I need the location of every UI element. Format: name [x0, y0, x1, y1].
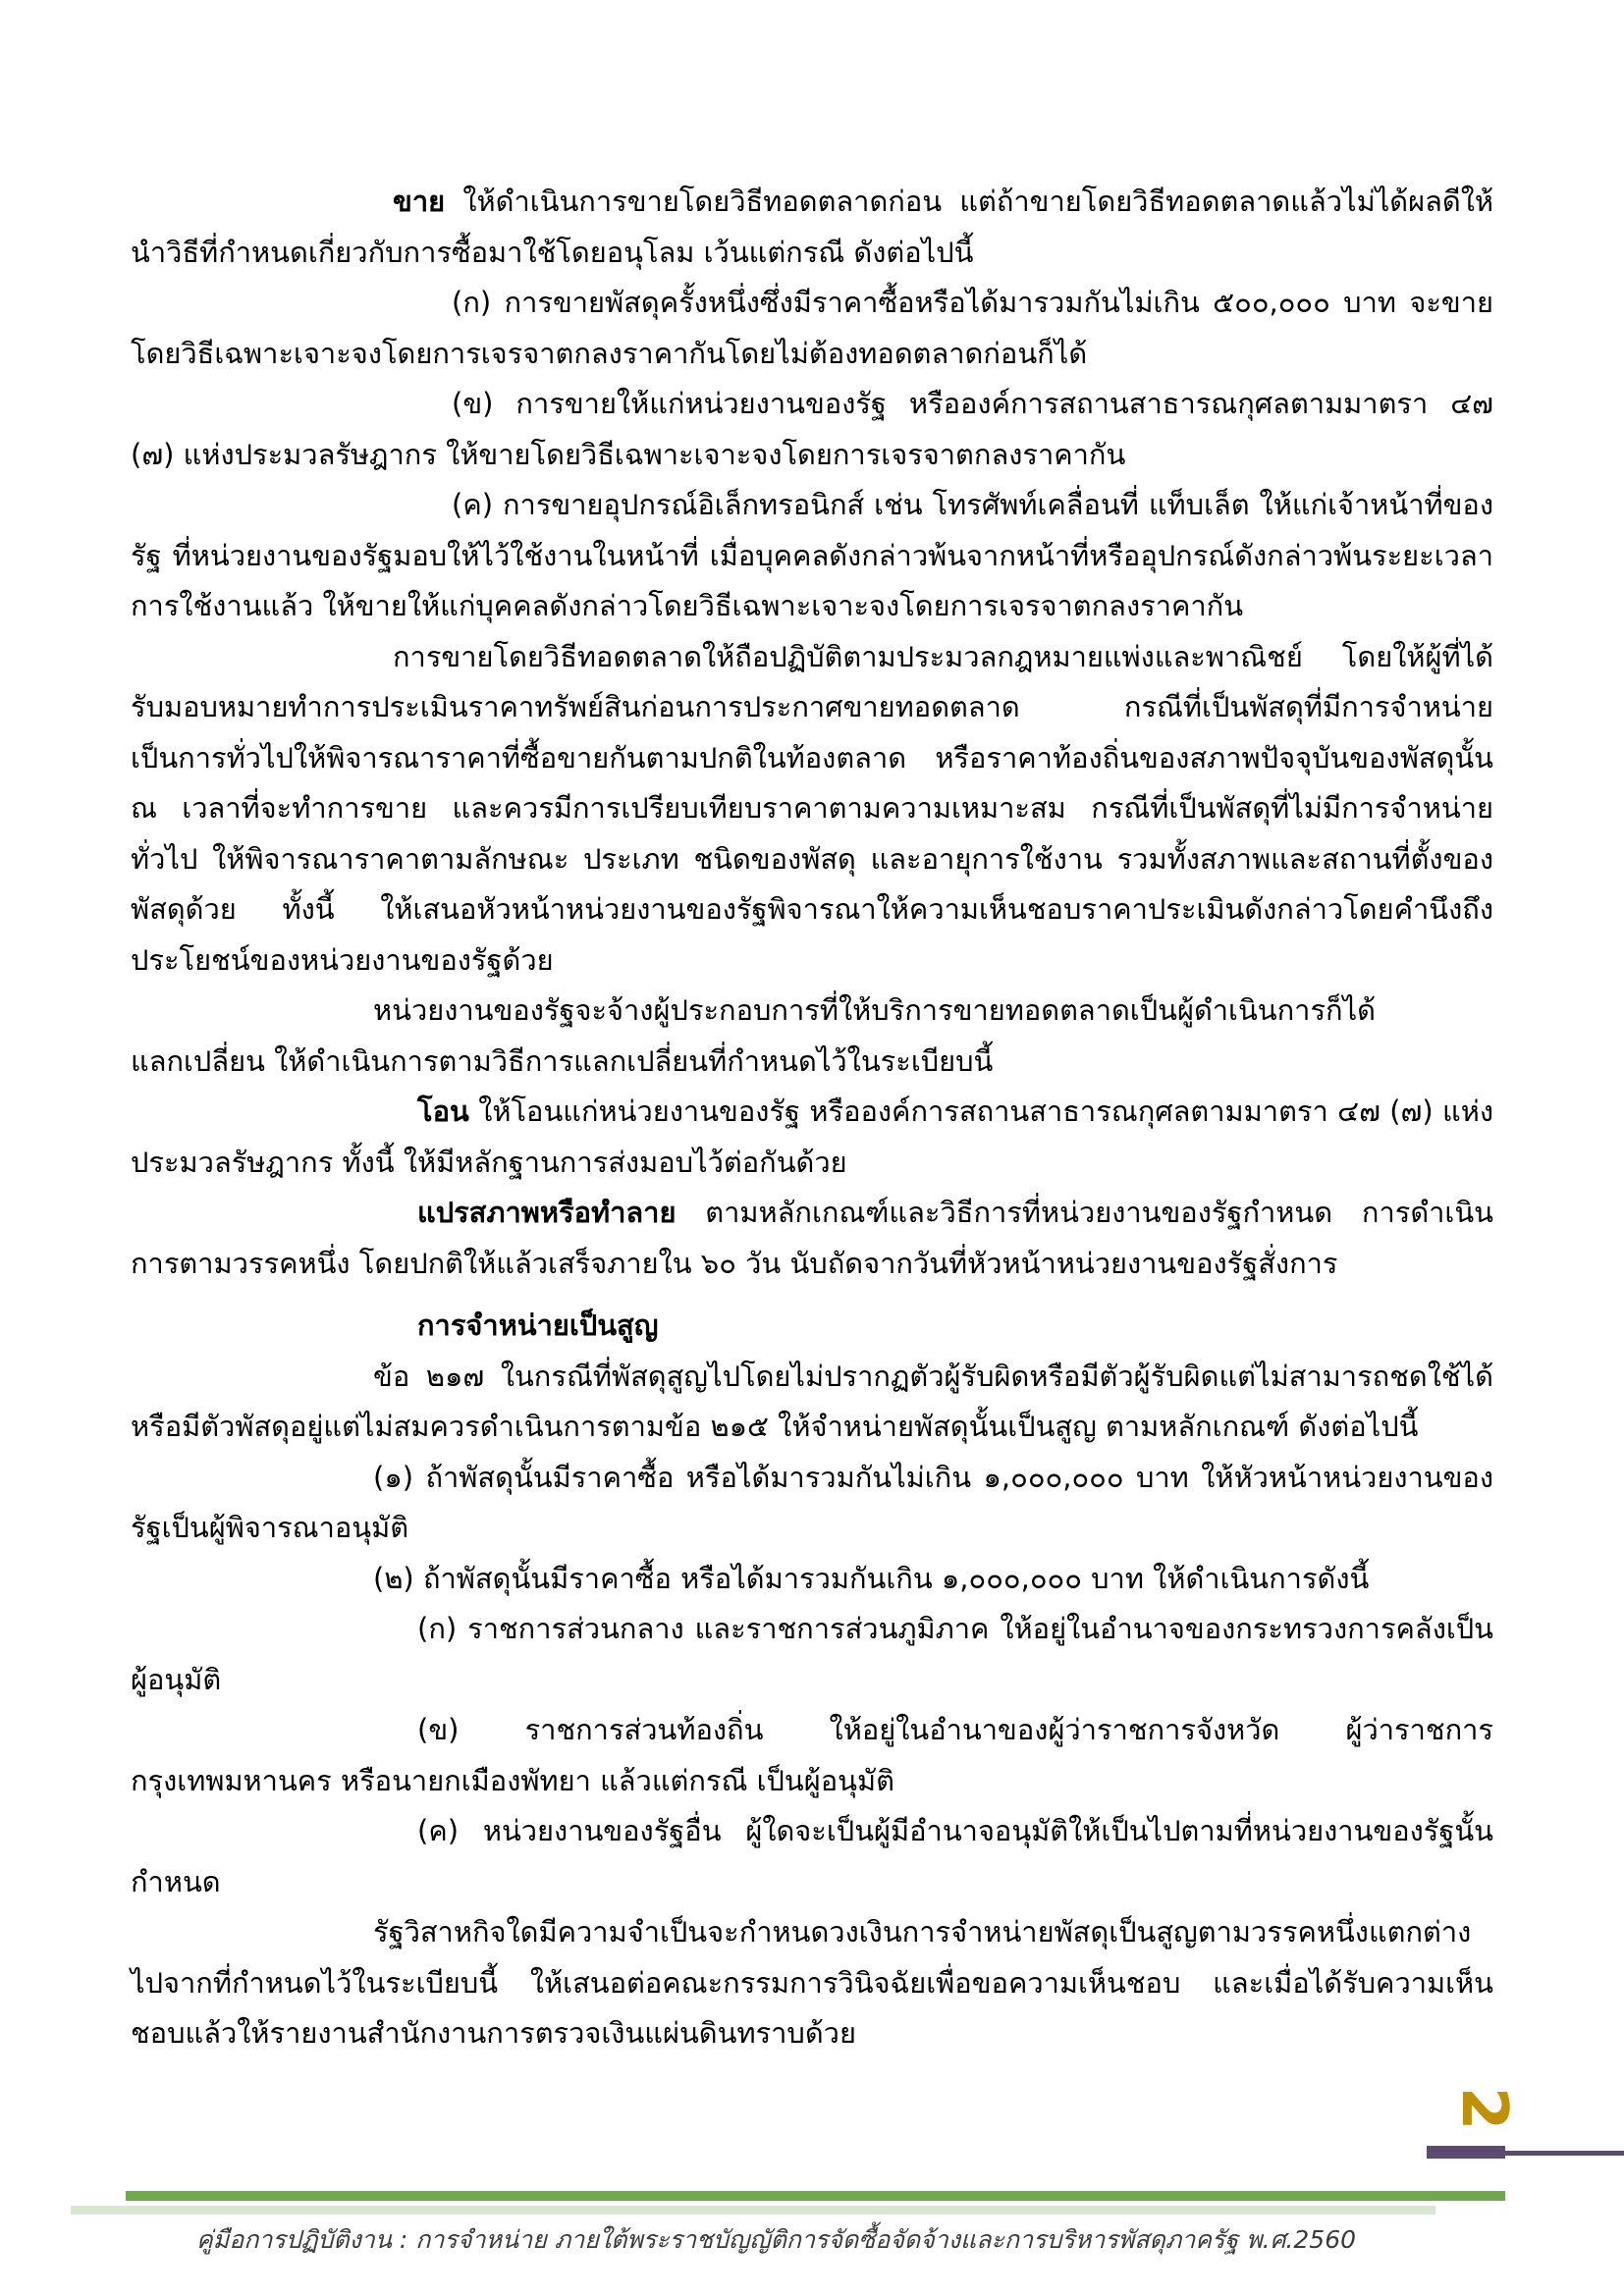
footer-text: คู่มือการปฏิบัติงาน : การจำหน่าย ภายใต้พระราชบัญญัติการจัดซื้อจัดจ้างและการบริหารพัสดุภาครัฐ พ.ศ.2560	[196, 2225, 1357, 2254]
purple-divider-thick	[1427, 2146, 1505, 2159]
paragraph-auction-contractor	[131, 986, 1493, 1037]
paragraph-text: แลกเปลี่ยน ให้ดำเนินการตามวิธีการแลกเปลี่ยนที่กำหนดไว้ในระเบียบนี้	[131, 1043, 994, 1078]
section-heading: การจำหน่ายเป็นสูญ	[417, 1308, 659, 1342]
paragraph-text: การขายโดยวิธีทอดตลาดให้ถือปฏิบัติตามประมวลกฎหมายแพ่งและพาณิชย์ โดยให้ผู้ที่ได้รับมอบหมายทำการประเมินราคาทรัพย์สินก่อนการประกาศขายทอดตลาด กรณีที่เป็นพัสดุที่มีการจำหน่ายเป็นการทั่วไปให้พิจารณาราคาที่ซื้อขายกันตามปกติในท้องตลาด หรือราคาท้องถิ่นของสภาพปัจจุบันของพัสดุนั้น ณ เวลาที่จะทำการขาย และควรมีการเปรียบเทียบราคาตามความเหมาะสม กรณีที่เป็นพัสดุที่ไม่มีการจำหน่ายทั่วไป ให้พิจารณาราคาตามลักษณะ ประเภท ชนิดของพัสดุ และอายุการใช้งาน รวมทั้งสภาพและสถานที่ตั้งของพัสดุด้วย ทั้งนี้ ให้เสนอหัวหน้าหน่วยงานของรัฐพิจารณาให้ความเห็นชอบราคาประเมินดังกล่าวโดยคำนึงถึงประโยชน์ของหน่วยงานของรัฐด้วย	[131, 639, 1493, 977]
paragraph-item-2-sub-a	[131, 1604, 1493, 1705]
footer-divider-light-green	[71, 2206, 1435, 2215]
paragraph-text: (ค) หน่วยงานของรัฐอื่น ผู้ใดจะเป็นผู้มีอำนาจอนุมัติให้เป็นไปตามที่หน่วยงานของรัฐนั้นกำหนด	[131, 1814, 1493, 1898]
page-number: 2	[1447, 2086, 1520, 2131]
paragraph-convert-destroy	[131, 1188, 1493, 1289]
paragraph-item-2-sub-c	[131, 1806, 1493, 1907]
document-body	[131, 177, 1493, 2059]
purple-divider-thin	[1505, 2151, 1624, 2156]
paragraph-sale	[131, 177, 1493, 278]
paragraph-clause-217-item-1	[131, 1453, 1493, 1554]
paragraph-text: ให้ดำเนินการขายโดยวิธีทอดตลาดก่อน แต่ถ้าขายโดยวิธีทอดตลาดแล้วไม่ได้ผลดีให้นำวิธีที่กำหนดเกี่ยวกับการซื้อมาใช้โดยอนุโลม เว้นแต่กรณี ดังต่อไปนี้	[131, 185, 1493, 269]
paragraph-text: ตามหลักเกณฑ์และวิธีการที่หน่วยงานของรัฐกำหนด การดำเนินการตามวรรคหนึ่ง โดยปกติให้แล้วเสร็จภายใน ๖๐ วัน นับถัดจากวันที่หัวหน้าหน่วยงานของรัฐสั่งการ	[131, 1196, 1493, 1280]
paragraph-text: (ค) การขายอุปกรณ์อิเล็กทรอนิกส์ เช่น โทรศัพท์เคลื่อนที่ แท็บเล็ต ให้แก่เจ้าหน้าที่ของรัฐ ที่หน่วยงานของรัฐมอบให้ไว้ใช้งานในหน้าที่ เมื่อบุคคลดังกล่าวพ้นจากหน้าที่หรืออุปกรณ์ดังกล่าวพ้นระยะเวลาการใช้งานแล้ว ให้ขายให้แก่บุคคลดังกล่าวโดยวิธีเฉพาะเจาะจงโดยการเจรจาตกลงราคากัน	[131, 488, 1493, 622]
paragraph-exchange	[131, 1037, 1493, 1088]
paragraph-text: หน่วยงานของรัฐจะจ้างผู้ประกอบการที่ให้บริการขายทอดตลาดเป็นผู้ดำเนินการก็ได้	[373, 993, 1377, 1027]
paragraph-text: ให้โอนแก่หน่วยงานของรัฐ หรือองค์การสถานสาธารณกุศลตามมาตรา ๔๗ (๗) แห่งประมวลรัษฎากร ทั้งนี้ ให้มีหลักฐานการส่งมอบไว้ต่อกันด้วย	[131, 1095, 1494, 1179]
paragraph-auction-procedure	[131, 632, 1493, 987]
paragraph-text: (๒) ถ้าพัสดุนั้นมีราคาซื้อ หรือได้มารวมกันเกิน ๑,๐๐๐,๐๐๐ บาท ให้ดำเนินการดังนี้	[373, 1561, 1370, 1595]
paragraph-text: (ก) ราชการส่วนกลาง และราชการส่วนภูมิภาค ให้อยู่ในอำนาจของกระทรวงการคลังเป็นผู้อนุมัติ	[131, 1612, 1493, 1696]
paragraph-state-enterprise	[131, 1907, 1493, 2059]
paragraph-transfer	[131, 1087, 1493, 1188]
paragraph-text: รัฐวิสาหกิจใดมีความจำเป็นจะกำหนดวงเงินการจำหน่ายพัสดุเป็นสูญตามวรรคหนึ่งแตกต่างไปจากที่กำหนดไว้ในระเบียบนี้ ให้เสนอต่อคณะกรรมการวินิจฉัยเพื่อขอความเห็นชอบ และเมื่อได้รับความเห็นชอบแล้วให้รายงานสำนักงานการตรวจเงินแผ่นดินทราบด้วย	[131, 1915, 1493, 2050]
paragraph-item-2-sub-b	[131, 1705, 1493, 1806]
paragraph-clause-217-item-2	[131, 1554, 1493, 1605]
paragraph-text: (ก) การขายพัสดุครั้งหนึ่งซึ่งมีราคาซื้อหรือได้มารวมกันไม่เกิน ๕๐๐,๐๐๐ บาท จะขายโดยวิธีเฉพาะเจาะจงโดยการเจรจาตกลงราคากันโดยไม่ต้องทอดตลาดก่อนก็ได้	[131, 286, 1493, 370]
paragraph-lead: ขาย	[393, 185, 446, 218]
paragraph-sale-item-a	[131, 278, 1493, 379]
footer-divider-dark-green	[126, 2191, 1505, 2201]
paragraph-sale-item-c	[131, 480, 1493, 632]
paragraph-text: (ข) การขายให้แก่หน่วยงานของรัฐ หรือองค์การสถานสาธารณกุศลตามมาตรา ๔๗ (๗) แห่งประมวลรัษฎากร ให้ขายโดยวิธีเฉพาะเจาะจงโดยการเจรจาตกลงราคากัน	[131, 387, 1493, 471]
paragraph-text: ข้อ ๒๑๗ ในกรณีที่พัสดุสูญไปโดยไม่ปรากฏตัวผู้รับผิดหรือมีตัวผู้รับผิดแต่ไม่สามารถชดใช้ได้ หรือมีตัวพัสดุอยู่แต่ไม่สมควรดำเนินการตามข้อ ๒๑๕ ให้จำหน่ายพัสดุนั้นเป็นสูญ ตามหลักเกณฑ์ ดังต่อไปนี้	[131, 1359, 1493, 1443]
paragraph-lead: โอน	[417, 1095, 469, 1128]
paragraph-lead: แปรสภาพหรือทำลาย	[417, 1196, 677, 1229]
paragraph-clause-217	[131, 1352, 1493, 1453]
paragraph-text: (ข) ราชการส่วนท้องถิ่น ให้อยู่ในอำนาของผู้ว่าราชการจังหวัด ผู้ว่าราชการกรุงเทพมหานคร หรือนายกเมืองพัทยา แล้วแต่กรณี เป็นผู้อนุมัติ	[131, 1713, 1493, 1797]
paragraph-sale-item-b	[131, 379, 1493, 480]
paragraph-text: (๑) ถ้าพัสดุนั้นมีราคาซื้อ หรือได้มารวมกันไม่เกิน ๑,๐๐๐,๐๐๐ บาท ให้หัวหน้าหน่วยงานของรัฐเป็นผู้พิจารณาอนุมัติ	[131, 1460, 1493, 1544]
